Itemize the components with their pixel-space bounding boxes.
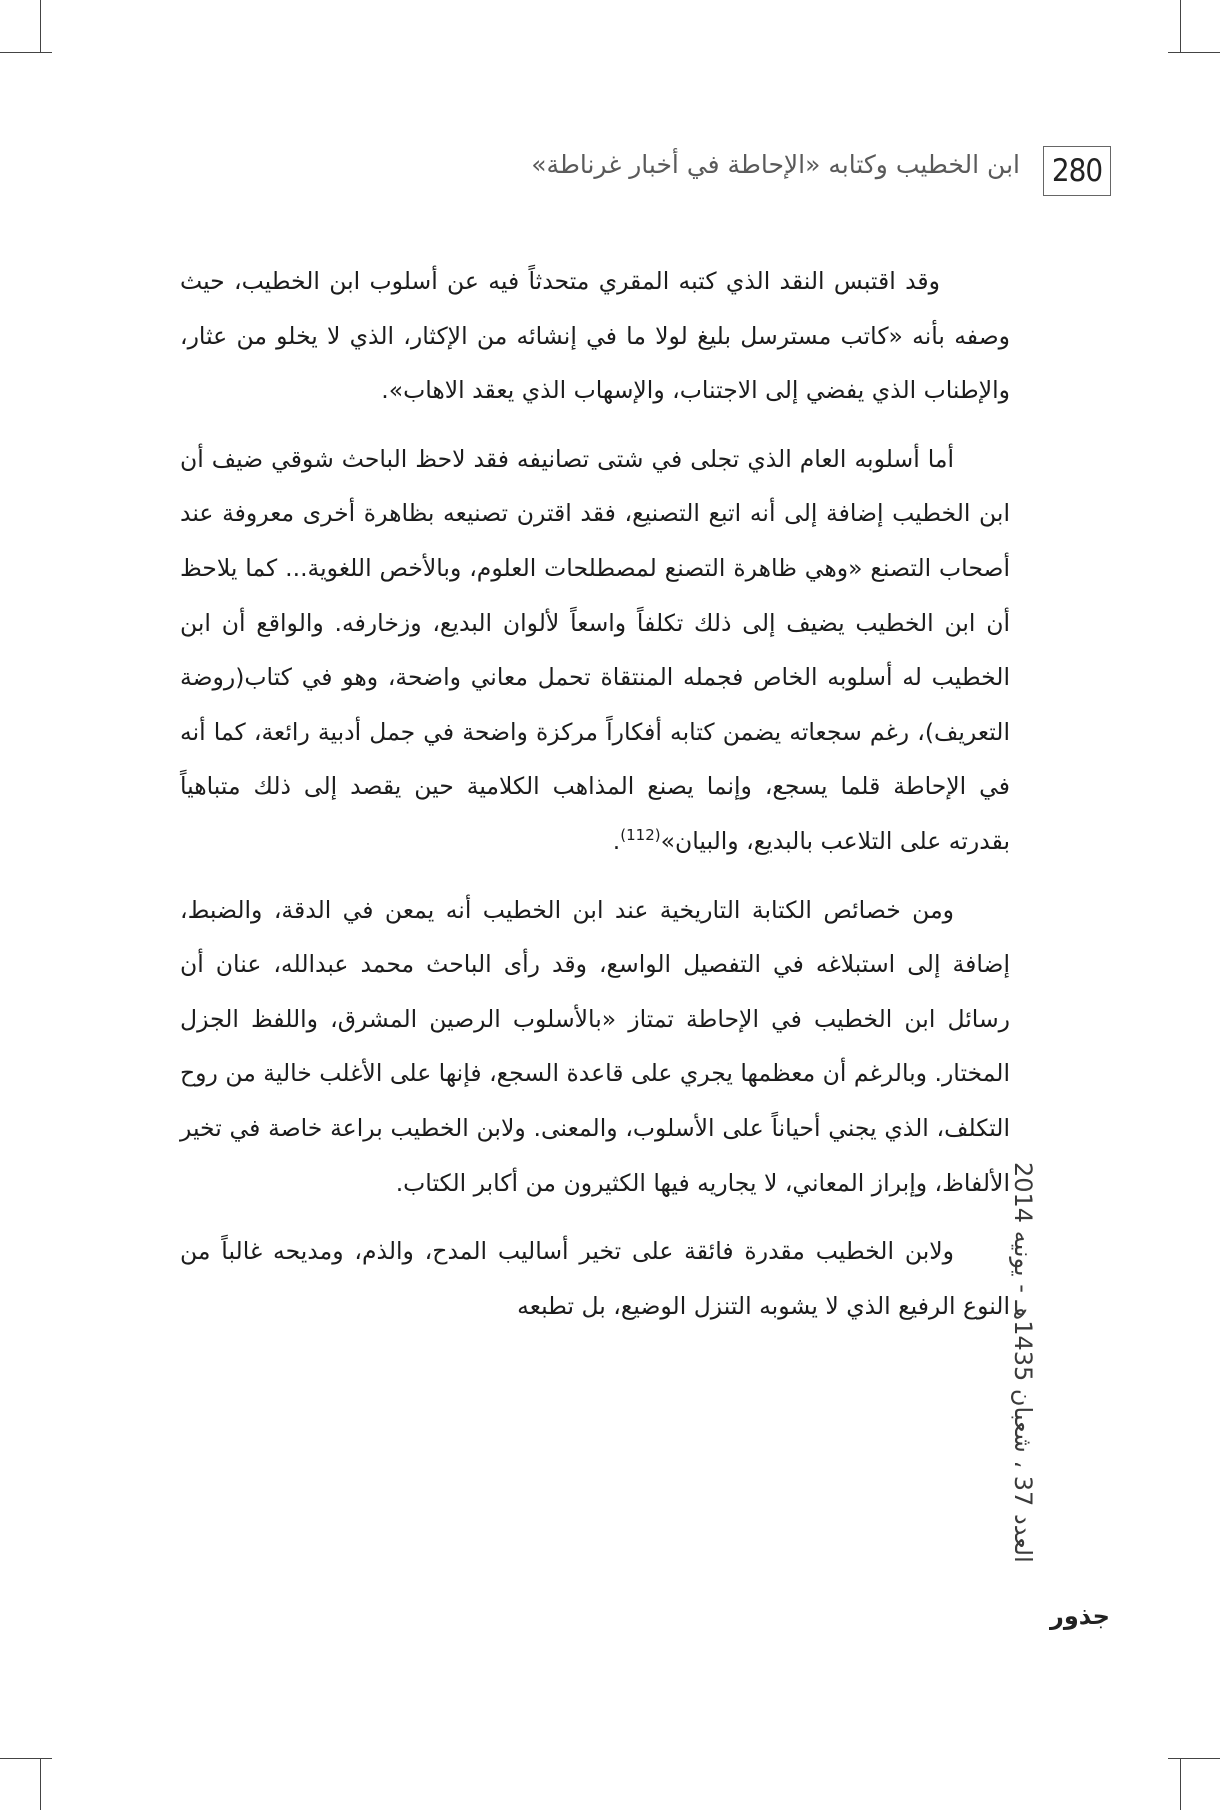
crop-mark — [0, 1758, 52, 1759]
paragraph-text: ولابن الخطيب مقدرة فائقة على تخير أساليب المدح، والذم، ومديحه غالباً من النوع الرفيع الذي لا يشوبه التنزل الوضيع، بل تطبعه — [180, 1237, 1010, 1320]
crop-mark — [40, 1758, 41, 1810]
paragraph-end: . — [612, 826, 621, 855]
footnote-ref: (112) — [620, 826, 661, 845]
paragraph-text: وقد اقتبس النقد الذي كتبه المقري متحدثاً فيه عن أسلوب ابن الخطيب، حيث وصفه بأنه «كاتب مسترسل بليغ لولا ما في إنشائه من الإكثار، الذي لا يخلو من عثار، والإطناب الذي يفضي إلى الاجتناب، والإسهاب الذي يعقد الاهاب». — [180, 267, 1010, 405]
paragraph — [180, 1224, 1010, 1333]
page-number — [1043, 146, 1111, 196]
crop-mark — [1180, 1758, 1181, 1810]
issue-info: العدد 37 ، شعبان 1435هـ - يونيه 2014 — [1009, 1162, 1037, 1563]
logo-text: جذور — [1050, 1602, 1110, 1630]
crop-mark — [1168, 1758, 1220, 1759]
paragraph — [180, 883, 1010, 1211]
crop-mark — [1180, 0, 1181, 52]
paragraph — [180, 254, 1010, 418]
paragraph — [180, 432, 1010, 869]
crop-mark — [0, 52, 52, 53]
paragraph-text: أما أسلوبه العام الذي تجلى في شتى تصانيفه فقد لاحظ الباحث شوقي ضيف أن ابن الخطيب إضافة إلى أنه اتبع التصنيع، فقد اقترن تصنيعه بظاهرة أخرى معروفة عند أصحاب التصنع «وهي ظاهرة التصنع لمصطلحات العلوم، وبالأخص اللغوية... كما يلاحظ أن ابن الخطيب يضيف إلى ذلك تكلفاً واسعاً لألوان البديع، وزخارفه. والواقع أن ابن الخطيب له أسلوبه الخاص فجمله المنتقاة تحمل معاني واضحة، وهو في كتاب(روضة التعريف)، رغم سجعاته يضمن كتابه أفكاراً مركزة واضحة في جمل أدبية رائعة، كما أنه في الإحاطة قلما يسجع، وإنما يصنع المذاهب الكلامية حين يقصد إلى ذلك متباهياً بقدرته على التلاعب بالبديع، والبيان» — [180, 444, 1010, 855]
crop-mark — [40, 0, 41, 52]
paragraph-text: ومن خصائص الكتابة التاريخية عند ابن الخطيب أنه يمعن في الدقة، والضبط، إضافة إلى استبلاغه في التفصيل الواسع، وقد رأى الباحث محمد عبدالله، عنان أن رسائل ابن الخطيب في الإحاطة تمتاز «بالأسلوب الرصين المشرق، واللفظ الجزل المختار. وبالرغم أن معظمها يجري على قاعدة السجع، فإنها على الأغلب خالية من روح التكلف، الذي يجني أحياناً على الأسلوب، والمعنى. ولابن الخطيب براعة خاصة في تخير الألفاظ، وإبراز المعاني، لا يجاريه فيها الكثيرون من أكابر الكتاب. — [179, 895, 1010, 1197]
running-title: ابن الخطيب وكتابه «الإحاطة في أخبار غرناطة» — [531, 150, 1020, 179]
journal-logo — [1045, 1596, 1115, 1636]
crop-mark — [1168, 52, 1220, 53]
article-body — [180, 254, 1010, 1347]
page-number-text: 280 — [1051, 153, 1103, 189]
